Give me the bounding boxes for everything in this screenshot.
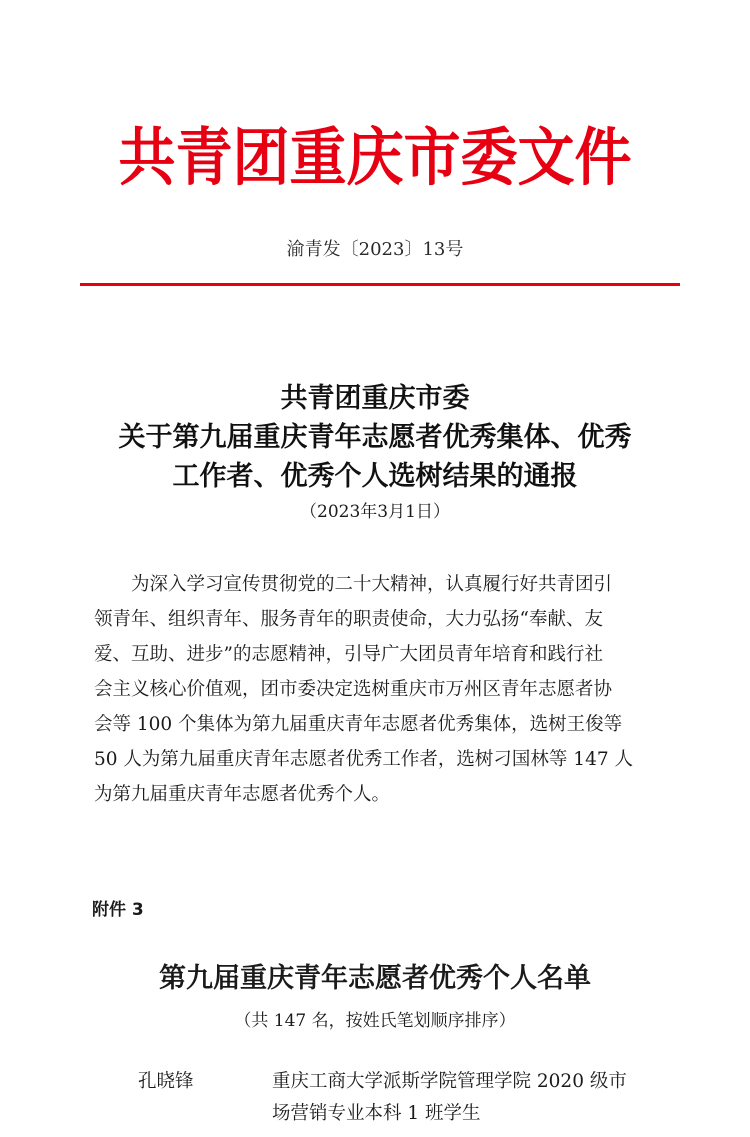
notice-title-line-2: 关于第九届重庆青年志愿者优秀集体、优秀 <box>118 422 632 453</box>
body-line: 爱、互助、进步”的志愿精神，引导广大团员青年培育和践行社 <box>94 644 603 665</box>
attachment-label: 附件 3 <box>92 900 144 920</box>
header-red-rule <box>80 283 680 286</box>
body-line: 50 人为第九届重庆青年志愿者优秀工作者，选树刁国林等 147 人 <box>94 749 633 770</box>
body-line: 为深入学习宣传贯彻党的二十大精神，认真履行好共青团引 <box>131 574 613 595</box>
list-subtitle: （共 147 名，按姓氏笔划顺序排序） <box>234 1011 516 1031</box>
entry-unit-line: 重庆工商大学派斯学院管理学院 2020 级市 <box>272 1071 627 1092</box>
body-line: 为第九届重庆青年志愿者优秀个人。 <box>94 784 391 805</box>
list-title: 第九届重庆青年志愿者优秀个人名单 <box>159 963 591 994</box>
body-line: 领青年、组织青年、服务青年的职责使命，大力弘扬“奉献、友 <box>94 609 603 630</box>
entry-unit-line: 场营销专业本科 1 班学生 <box>272 1103 481 1124</box>
notice-title-line-1: 共青团重庆市委 <box>280 383 470 414</box>
entry-name: 孔晓锋 <box>138 1071 194 1092</box>
body-line: 会主义核心价值观，团市委决定选树重庆市万州区青年志愿者协 <box>94 679 613 700</box>
body-line: 会等 100 个集体为第九届重庆青年志愿者优秀集体，选树王俊等 <box>94 714 623 735</box>
notice-title-line-3: 工作者、优秀个人选树结果的通报 <box>172 461 578 492</box>
notice-date: （2023年3月1日） <box>300 502 450 522</box>
document-number: 渝青发〔2023〕13号 <box>286 239 464 260</box>
document-header-title: 共青团重庆市委文件 <box>118 121 632 195</box>
